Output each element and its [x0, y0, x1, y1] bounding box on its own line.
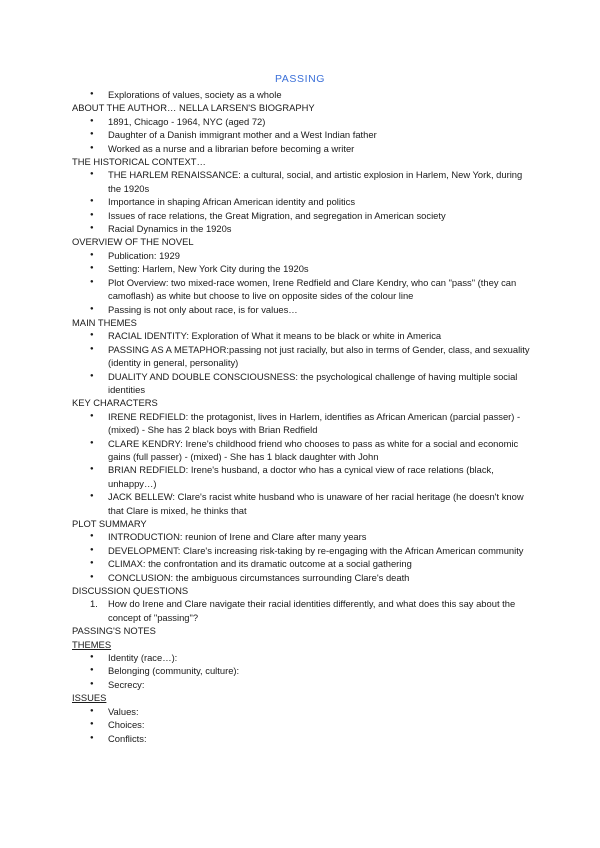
section-heading-main-themes: MAIN THEMES [72, 316, 137, 328]
list-item: ● Worked as a nurse and a librarian before becoming a writer [72, 142, 532, 155]
section-heading-the-historical-context: THE HISTORICAL CONTEXT… [72, 156, 206, 168]
list-item: ● Conflicts: [72, 732, 532, 745]
document-body [72, 88, 532, 745]
bullet-list [72, 249, 532, 316]
list-item: ● Values: [72, 705, 532, 718]
list-item: ● PASSING AS A METAPHOR:passing not just racially, but also in terms of Gender, class, and sexuality (identity in general, personality) [72, 343, 532, 370]
list-item: ● 1891, Chicago - 1964, NYC (aged 72) [72, 115, 532, 128]
list-item: ● Explorations of values, society as a whole [72, 88, 532, 101]
section-heading-passing-s-notes: PASSING'S NOTES [72, 625, 156, 637]
list-item: ● Secrecy: [72, 678, 532, 691]
list-item: ● Identity (race…): [72, 651, 532, 664]
list-item: ● DUALITY AND DOUBLE CONSCIOUSNESS: the psychological challenge of having multiple social identities [72, 370, 532, 397]
bullet-list [72, 651, 532, 691]
list-item: ● CONCLUSION: the ambiguous circumstances surrounding Clare's death [72, 571, 532, 584]
list-item: ● DEVELOPMENT: Clare's increasing risk-taking by re-engaging with the African American community [72, 544, 532, 557]
list-item: ● IRENE REDFIELD: the protagonist, lives in Harlem, identifies as African American (parcial passer) - (mixed) - She has 2 black boys with Brian Redfield [72, 410, 532, 437]
section-heading-discussion-questions: DISCUSSION QUESTIONS [72, 585, 189, 597]
list-item: ● Daughter of a Danish immigrant mother and a West Indian father [72, 128, 532, 141]
page-title: PASSING [274, 73, 326, 85]
list-item: ● Belonging (community, culture): [72, 664, 532, 677]
list-item: ● Importance in shaping African American identity and politics [72, 195, 532, 208]
numbered-list [72, 597, 532, 624]
bullet-list [72, 705, 532, 745]
list-number: 1. [90, 598, 98, 610]
section-heading-plot-summary: PLOT SUMMARY [72, 518, 147, 529]
list-item: ● Passing is not only about race, is for values… [72, 303, 532, 316]
section-heading-overview-of-the-novel: OVERVIEW OF THE NOVEL [72, 236, 194, 248]
list-item: ● RACIAL IDENTITY: Exploration of What it means to be black or white in America [72, 329, 532, 342]
list-item: ● CLIMAX: the confrontation and its dramatic outcome at a social gathering [72, 557, 532, 570]
bullet-list [72, 168, 532, 235]
list-item: ● Racial Dynamics in the 1920s [72, 222, 532, 235]
list-item: ● Issues of race relations, the Great Migration, and segregation in American society [72, 209, 532, 222]
list-item: ● JACK BELLEW: Clare's racist white husband who is unaware of her racial heritage (he doesn't know that Clare is mixed, he thinks that [72, 490, 532, 517]
bullet-list [72, 115, 532, 155]
list-item: ● Choices: [72, 718, 532, 731]
list-item: ● Publication: 1929 [72, 249, 532, 262]
bullet-list [72, 88, 532, 101]
section-heading-themes: THEMES [72, 638, 112, 650]
list-item: ● THE HARLEM RENAISSANCE: a cultural, social, and artistic explosion in Harlem, New York, during the 1920s [72, 168, 532, 195]
section-heading-issues: ISSUES [72, 692, 107, 704]
section-heading-about-the-author-nella-larsen-s-biograph: ABOUT THE AUTHOR… NELLA LARSEN'S BIOGRAPHY [72, 102, 315, 114]
list-item: ● Setting: Harlem, New York City during the 1920s [72, 262, 532, 275]
bullet-list [72, 530, 532, 584]
list-item: ● BRIAN REDFIELD: Irene's husband, a doctor who has a cynical view of race relations (black, unhappy…) [72, 463, 532, 490]
list-item: ● CLARE KENDRY: Irene's childhood friend who chooses to pass as white for a social and economic gains (full passer) - (mixed) - She has 1 black daughter with John [72, 437, 532, 464]
list-item: ● Plot Overview: two mixed-race women, Irene Redfield and Clare Kendry, who can "pass" (they can camoflash) as white but choose to live on opposite sides of the colour line [72, 276, 532, 303]
list-item-text: How do Irene and Clare navigate their racial identities differently, and what does this say about the concept of "passing"? [108, 598, 516, 623]
list-item: ● INTRODUCTION: reunion of Irene and Clare after many years [72, 530, 532, 543]
numbered-list-item [72, 597, 532, 624]
bullet-list [72, 410, 532, 517]
section-heading-key-characters: KEY CHARACTERS [72, 397, 158, 409]
bullet-list [72, 329, 532, 396]
